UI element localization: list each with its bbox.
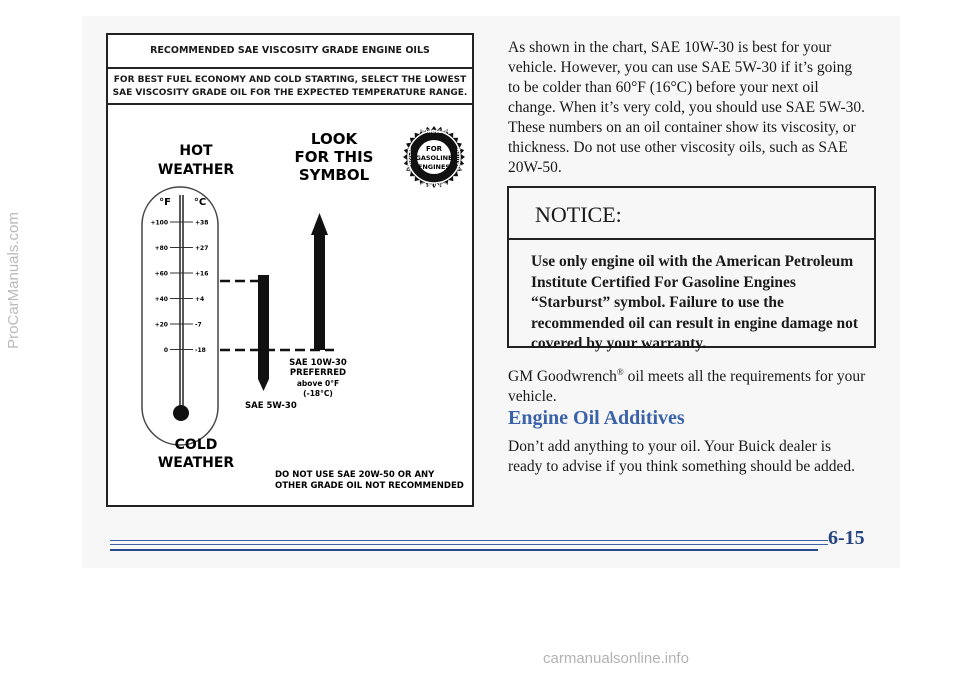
chart-footer-line2: OTHER GRADE OIL NOT RECOMMENDED (275, 481, 464, 491)
label-minus-18c: (-18°C) (303, 389, 333, 398)
scale-label-c: -7 (195, 321, 202, 329)
svg-text:INSTITUTE: INSTITUTE (456, 147, 461, 171)
chart-subtitle: FOR BEST FUEL ECONOMY AND COLD STARTING, SELECT THE LOWEST SAE VISCOSITY GRADE OIL FOR THE EXPECTED TEMPERATURE RANGE. (108, 69, 472, 105)
unit-c: °C (193, 197, 207, 208)
weather-label-bottom: WEATHER (157, 455, 235, 471)
unit-f: °F (159, 197, 171, 208)
scale-label-f: +80 (154, 245, 168, 252)
scale-label-c: -18 (195, 347, 206, 354)
label-sae-5w30: SAE 5W-30 (245, 401, 297, 411)
thermometer (142, 187, 218, 445)
scale-label-f: +40 (154, 296, 168, 303)
scale-label-f: 0 (163, 347, 168, 354)
scale-label-f: +100 (150, 219, 168, 227)
registered-mark: ® (616, 367, 624, 377)
bar-sae-10w30 (314, 235, 325, 350)
bar-sae-5w30 (258, 275, 269, 379)
footer-rule-2 (110, 544, 828, 545)
side-watermark: ProCarManuals.com (4, 211, 22, 349)
section-heading: Engine Oil Additives (508, 407, 685, 429)
goodwrench-paragraph: GM Goodwrench® oil meets all the requirements for your vehicle. (508, 367, 866, 406)
svg-text:PETROLEUM: PETROLEUM (418, 130, 450, 135)
for-this-label: FOR THIS (294, 148, 374, 166)
notice-body: Use only engine oil with the American Petroleum Institute Certified For Gasoline Engines “Starburst” symbol. Failure to use the recommended oil can result in engine damage not covered by your warranty. (531, 253, 859, 352)
label-preferred: PREFERRED (289, 368, 347, 378)
bottom-watermark: carmanualsonline.info (543, 650, 689, 667)
viscosity-chart (106, 33, 474, 507)
hot-label: HOT (179, 143, 213, 159)
footer-rule-3 (110, 549, 818, 551)
scale-label-c: +27 (195, 245, 209, 252)
bar-sae-5w30-arrow (258, 379, 269, 391)
thermometer-bulb (173, 405, 189, 421)
chart-footer-line1: DO NOT USE SAE 20W-50 OR ANY (275, 470, 435, 480)
intro-paragraph: As shown in the chart, SAE 10W-30 is best for your vehicle. However, you can use SAE 5W-30 if it’s going to be colder than 60°F (16°C) before your next oil change. When it’s very cold, you should use SAE 5W-30. These numbers on an oil container show its viscosity, or thickness. Do not use other viscosity oils, such as SAE 20W-50. (508, 39, 866, 176)
scale-label-c: +38 (195, 219, 209, 227)
svg-text:CERTIFIED: CERTIFIED (421, 183, 447, 188)
notice-box (507, 186, 876, 352)
api-starburst-seal (403, 126, 465, 188)
additives-paragraph: Don’t add anything to your oil. Your Buick dealer is ready to advise if you think something should be added. (508, 438, 855, 475)
scale-label-c: +4 (195, 296, 205, 303)
scale-label-f: +20 (154, 321, 168, 329)
page-number: 6-15 (828, 527, 865, 549)
cold-label: COLD (174, 437, 218, 453)
weather-label-top: WEATHER (157, 162, 235, 178)
svg-text:FOR: FOR (425, 145, 443, 153)
notice-title: NOTICE: (509, 188, 874, 240)
footer-rule-1 (110, 540, 828, 541)
look-label: LOOK (310, 130, 358, 148)
scale-label-f: +60 (154, 270, 168, 278)
scale-label-c: +16 (195, 270, 209, 278)
bar-sae-10w30-arrow (311, 213, 328, 235)
label-sae-10w30: SAE 10W-30 (289, 358, 347, 368)
label-above-0f: above 0°F (296, 379, 340, 388)
chart-title: RECOMMENDED SAE VISCOSITY GRADE ENGINE OILS (108, 35, 472, 69)
svg-text:GASOLINE: GASOLINE (415, 154, 453, 162)
svg-text:AMERICAN: AMERICAN (407, 147, 412, 171)
symbol-label: SYMBOL (298, 166, 370, 184)
chart-graphic (108, 35, 472, 505)
svg-text:ENGINES: ENGINES (417, 163, 451, 171)
